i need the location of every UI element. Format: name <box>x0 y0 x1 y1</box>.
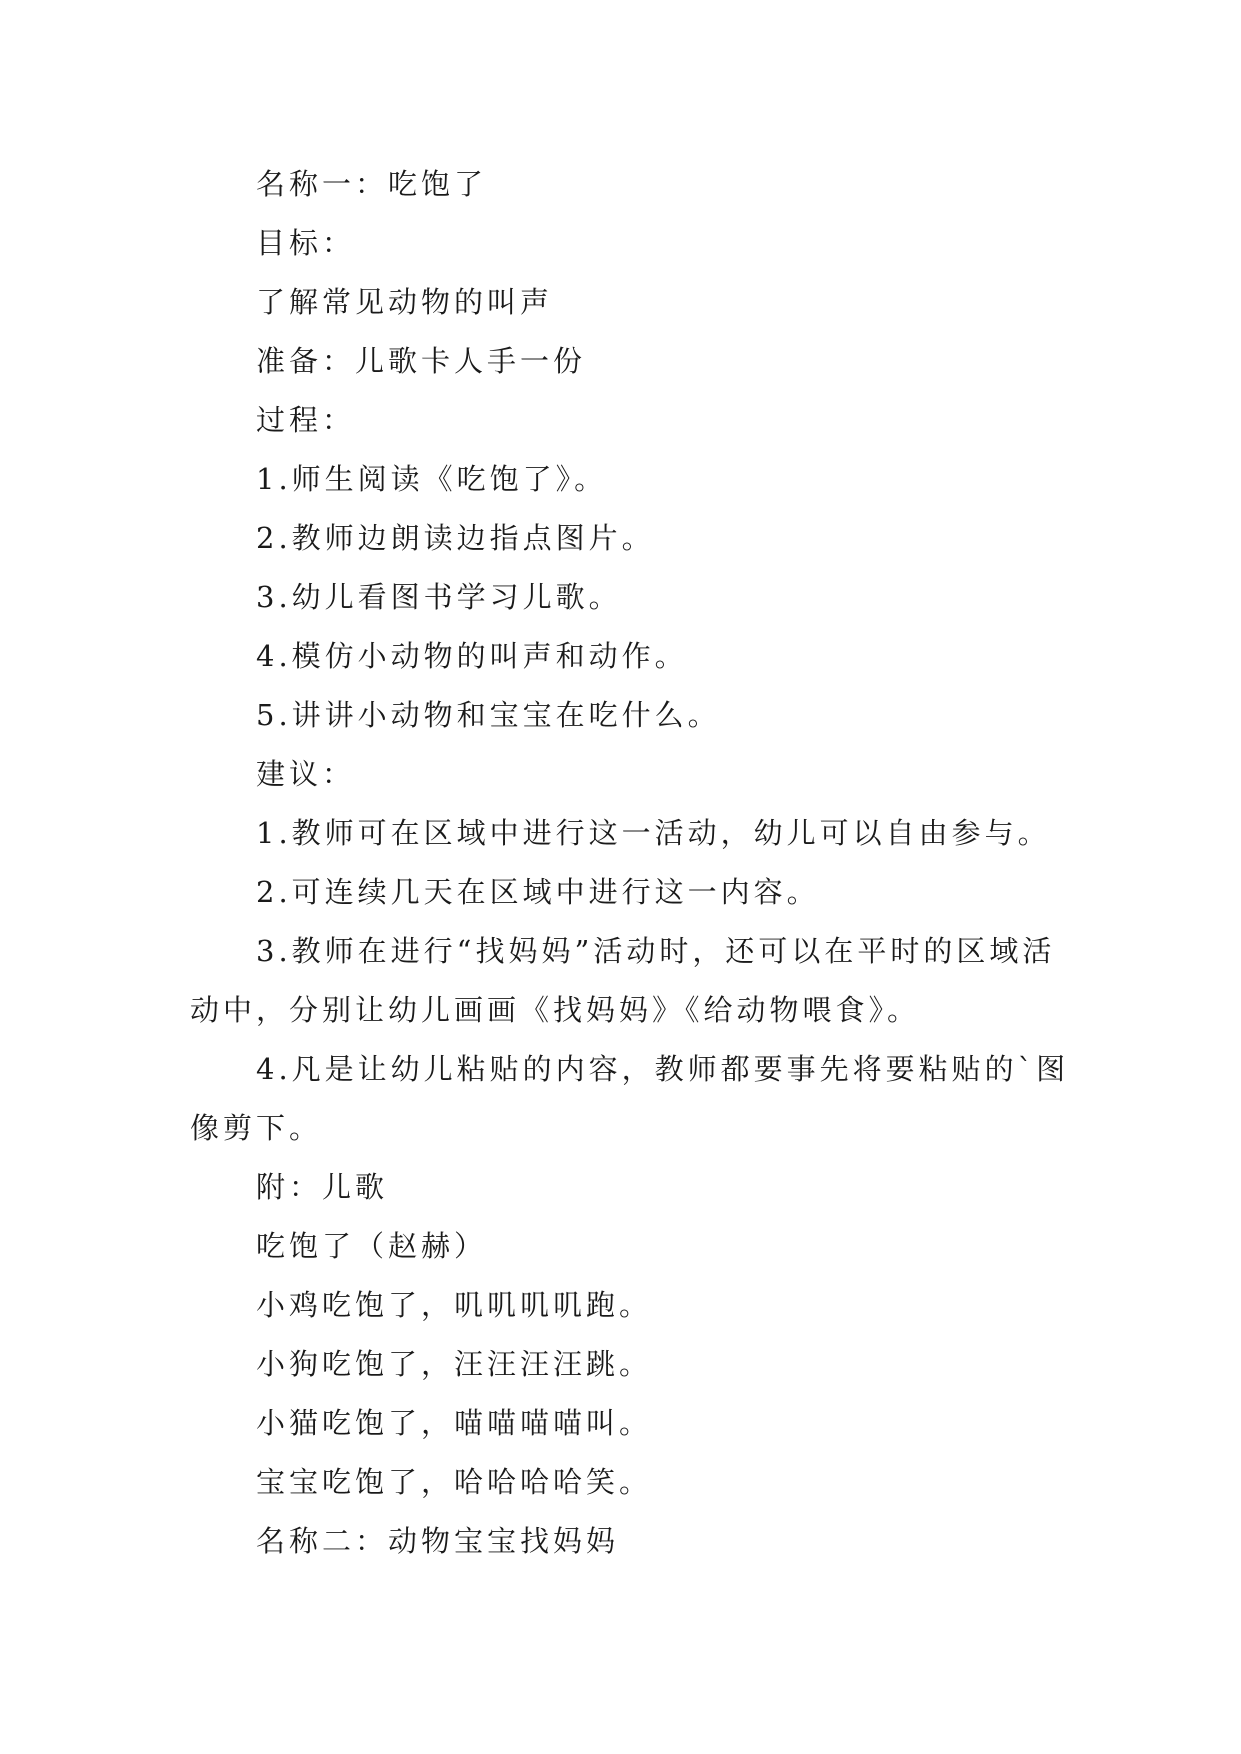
song-line: 小狗吃饱了，汪汪汪汪跳。 <box>256 1347 653 1381</box>
section-title: 名称二：动物宝宝找妈妈 <box>256 1524 620 1558</box>
suggestion-item: 3.教师在进行“找妈妈”活动时，还可以在平时的区域活动中，分别让幼儿画画《找妈妈》《给动物喂食》。 <box>190 934 1056 1027</box>
song-line: 宝宝吃饱了，哈哈哈哈笑。 <box>256 1465 653 1499</box>
document-body <box>190 155 1070 1571</box>
process-step: 4.模仿小动物的叫声和动作。 <box>256 639 688 673</box>
suggestion-label: 建议： <box>256 757 356 791</box>
suggestion-item: 1.教师可在区域中进行这一活动，幼儿可以自由参与。 <box>256 816 1051 850</box>
song-title: 吃饱了（赵赫） <box>256 1229 488 1263</box>
goal-label: 目标： <box>256 226 356 260</box>
process-step: 2.教师边朗读边指点图片。 <box>256 521 655 555</box>
process-step: 3.幼儿看图书学习儿歌。 <box>256 580 622 614</box>
appendix-label: 附：儿歌 <box>256 1170 389 1204</box>
suggestion-item: 2.可连续几天在区域中进行这一内容。 <box>256 875 820 909</box>
suggestion-item: 4.凡是让幼儿粘贴的内容，教师都要事先将要粘贴的`图像剪下。 <box>190 1052 1070 1145</box>
song-line: 小猫吃饱了，喵喵喵喵叫。 <box>256 1406 653 1440</box>
preparation-text: 准备：儿歌卡人手一份 <box>256 344 587 378</box>
song-line: 小鸡吃饱了，叽叽叽叽跑。 <box>256 1288 653 1322</box>
section-title: 名称一：吃饱了 <box>256 167 488 201</box>
goal-text: 了解常见动物的叫声 <box>256 285 554 319</box>
process-label: 过程： <box>256 403 356 437</box>
process-step: 5.讲讲小动物和宝宝在吃什么。 <box>256 698 721 732</box>
process-step: 1.师生阅读《吃饱了》。 <box>256 462 608 496</box>
